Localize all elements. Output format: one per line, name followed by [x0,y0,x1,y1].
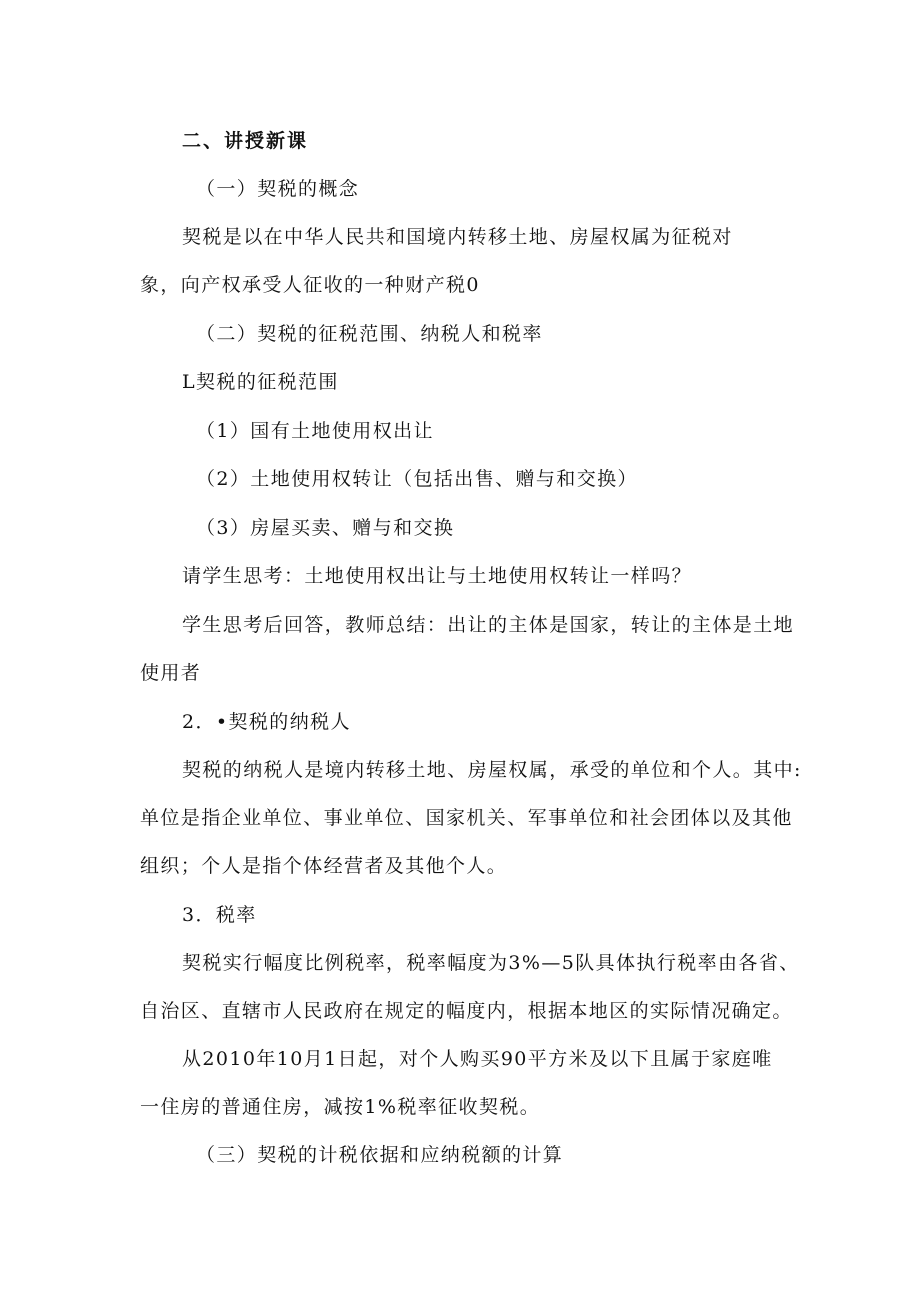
section-heading: 二、讲授新课 [182,130,309,152]
paragraph-line: 契税的纳税人是境内转移土地、房屋权属，承受的单位和个人。其中: [182,759,802,781]
subsection-title-scope: （二）契税的征税范围、纳税人和税率 [196,323,543,345]
paragraph-line: 学生思考后回答，教师总结：出让的主体是国家，转让的主体是土地 [182,614,795,636]
paragraph-line: 自治区、直辖市人民政府在规定的幅度内，根据本地区的实际情况确定。 [140,1000,793,1022]
paragraph-line: 组织；个人是指个体经营者及其他个人。 [140,855,508,877]
paragraph-line: 一住房的普通住房，减按1%税率征收契税。 [140,1096,541,1118]
item-title-rate: 3．税率 [182,904,257,926]
item-title-taxpayer: 2．•契税的纳税人 [182,711,351,733]
paragraph-line: 契税实行幅度比例税率，税率幅度为3%—5队具体执行税率由各省、 [182,952,800,974]
question-line: 请学生思考：土地使用权出让与土地使用权转让一样吗？ [182,565,693,587]
paragraph-line: 契税是以在中华人民共和国境内转移土地、房屋权属为征税对 [182,226,733,248]
list-item: （1）国有土地使用权出让 [196,420,434,442]
item-title-scope: L契税的征税范围 [182,371,339,393]
paragraph-line: 单位是指企业单位、事业单位、国家机关、军事单位和社会团体以及其他 [140,807,793,829]
subsection-title-calculation: （三）契税的计税依据和应纳税额的计算 [196,1144,564,1166]
paragraph-line: 象，向产权承受人征收的一种财产税0 [140,274,480,296]
list-item: （3）房屋买卖、赠与和交换 [196,517,455,539]
paragraph-line: 从2010年10月1日起，对个人购买90平方米及以下且属于家庭唯 [182,1048,773,1070]
list-item: （2）土地使用权转让（包括出售、赠与和交换） [196,468,638,490]
subsection-title-concept: （一）契税的概念 [196,178,360,200]
paragraph-line: 使用者 [140,662,202,684]
